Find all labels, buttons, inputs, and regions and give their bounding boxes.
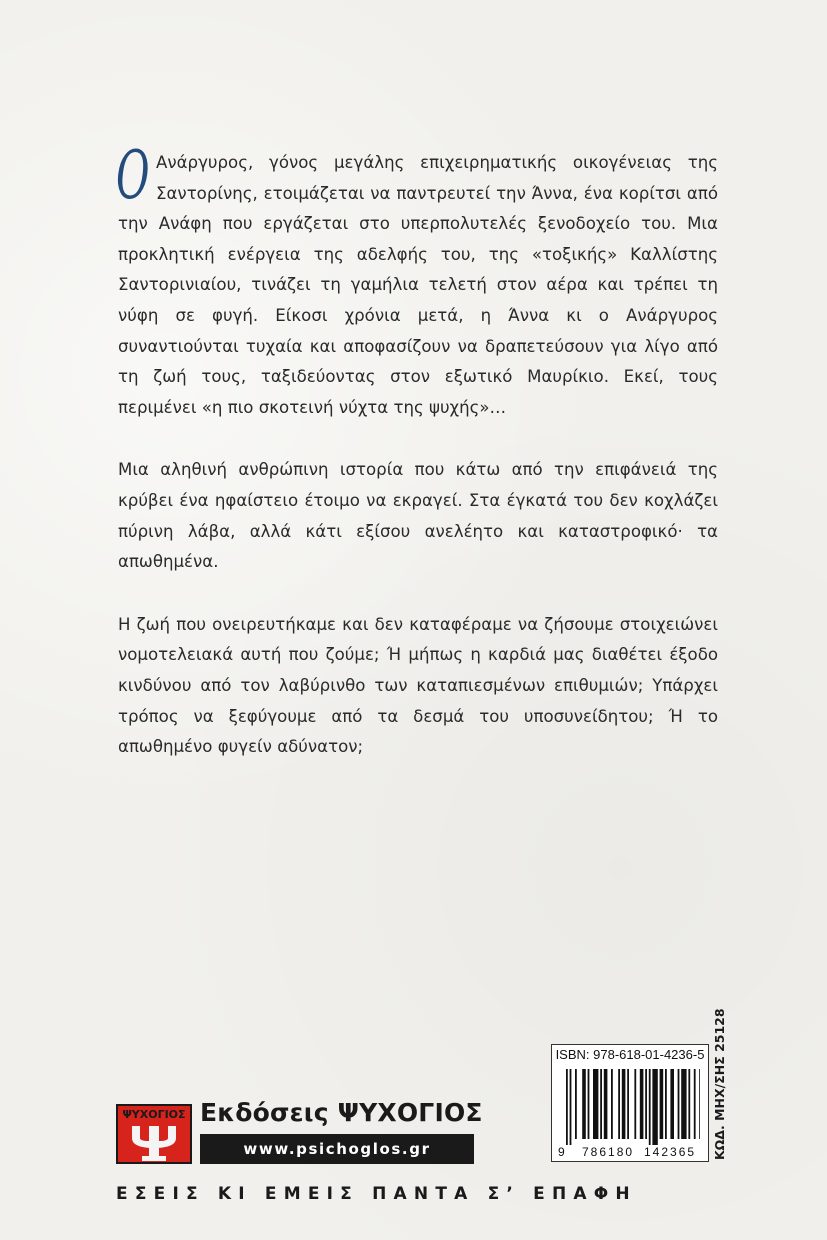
barcode-bar [593,1069,598,1139]
publisher-logo [116,1104,192,1164]
barcode-bar [634,1069,636,1139]
barcode-bar [665,1069,667,1139]
barcode-bar [678,1069,680,1139]
publisher-url: www.psichoglos.gr [200,1134,474,1164]
paragraph-1 [116,137,718,423]
barcode-bar [582,1069,586,1139]
barcode-bar [670,1069,674,1139]
barcode-bar [566,1069,568,1145]
barcode-bar [588,1069,590,1139]
barcode-bar [575,1069,577,1139]
barcode-bar [570,1069,572,1145]
barcode-bar [611,1069,613,1139]
barcode-bar [699,1069,700,1139]
psi-icon [126,1122,182,1162]
back-cover-text [116,137,718,795]
barcode-bars [560,1069,700,1145]
barcode-digit-lead: 9 [558,1145,565,1159]
barcode-bar [604,1069,608,1139]
barcode-bar [600,1069,602,1139]
publisher-name: Εκδόσεις ΨΥΧΟΓΙΟΣ [200,1098,483,1127]
barcode-bar [652,1069,657,1145]
publisher-logo-text: ΨΥΧΟΓΙΟΣ [122,1108,186,1121]
barcode-bar [694,1069,696,1139]
publisher-slogan: ΕΣΕΙΣ ΚΙ ΕΜΕΙΣ ΠΑΝΤΑ Σ’ ΕΠΑΦΗ [116,1184,637,1204]
paragraph-3: Η ζωή που ονειρευτήκαμε και δεν καταφέραμε να ζήσουμε στοιχειώνει νομοτελειακά αυτή που ζούμε; Ή μήπως η καρδιά μας διαθέτει έξοδο κινδύνου από τον λαβύρινθο των καταπιεσμένων επιθυμιών; Υπάρχει τρόπος να ξεφύγουμε από τα δεσμά του υποσυνείδητου; Ή το απωθημένο φυγείν αδύνατον; [118,614,718,757]
barcode-bar [649,1069,651,1145]
isbn-barcode [551,1044,709,1162]
barcode-digit-group-1: 786180 [582,1145,635,1159]
barcode-bar [640,1069,644,1139]
paragraph-1-text: Ανάργυρος, γόνος μεγάλης επιχειρηματικής οικογένειας της Σαντορίνης, ετοιμάζεται να παντρευτεί την Άννα, ένα κορίτσι από την Ανάφη που εργάζεται στο υπερπολυτελές ξενοδοχείο του. Μια προκλητική ενέργεια της αδελφής του, της «τοξικής» Καλλίστης Σαντορινιαίου, τινάζει τη γαμήλια τελετή στον αέρα και τρέπει τη νύφη σε φυγή. Είκοσι χρόνια μετά, η Άννα κι ο Ανάργυρος συναντιούνται τυχαία και αποφασίζουν να δραπετεύσουν για λίγο από τη ζωή τους, ταξιδεύοντας στον εξωτικό Μαυρίκιο. Εκεί, τους περιμένει «η πιο σκοτεινή νύχτα της ψυχής»… [118,153,718,417]
barcode-digit-group-2: 142365 [644,1145,697,1159]
barcode-bar [622,1069,626,1139]
drop-cap: Ο [116,137,150,214]
barcode-bar [627,1069,629,1139]
barcode-bar [645,1069,647,1139]
isbn-label: ISBN: 978-618-01-4236-5 [555,1047,705,1062]
product-code: ΚΩΔ. ΜΗΧ/ΣΗΣ 25128 [712,1008,727,1160]
barcode-bar [688,1069,690,1139]
barcode-bar [618,1069,620,1139]
barcode-bar [660,1069,664,1139]
paragraph-2: Μια αληθινή ανθρώπινη ιστορία που κάτω από την επιφάνειά της κρύβει ένα ηφαίστειο έτοιμο να εκραγεί. Στα έγκατά του δεν κοχλάζει πύρινη λάβα, αλλά κάτι εξίσου ανελέητο και καταστροφικό· τα απωθημένα. [118,460,718,572]
barcode-bar [681,1069,686,1139]
